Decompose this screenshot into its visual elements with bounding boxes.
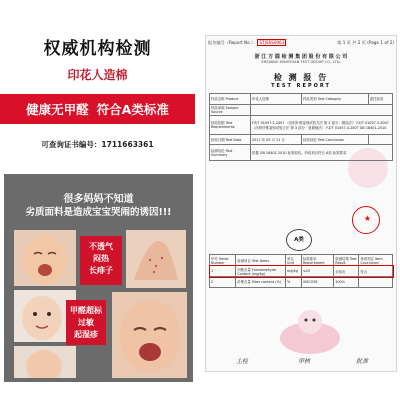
panel-heading-2: 劣质面料是造成宝宝哭闹的诱因!!!: [25, 207, 172, 218]
result-header: 检测结果 Test Result: [334, 255, 359, 266]
result-cell: ≤20: [301, 266, 333, 277]
result-cell: 纤维含量 Fiber content (%): [236, 277, 286, 288]
result-cell: 2: [210, 277, 236, 288]
company-name: 浙 江 方 圆 检 测 集 团 股 份 有 限 公 司: [254, 54, 348, 60]
cell-label: 检测结论 Test Summary: [210, 145, 251, 161]
cartoon-character: [270, 306, 350, 356]
symptom-2: 闷热: [93, 254, 109, 263]
banner-text-1: 健康无甲醛: [26, 102, 89, 117]
cell-value: 依据 GB 18401-2010 标准检验，所检项目符合 A类 标准要求: [251, 145, 393, 161]
signature-1: 主检: [236, 358, 249, 365]
banner-text-2: 符合A类标准: [96, 102, 169, 117]
cell-label: 样品名称 Product: [210, 94, 251, 105]
cell-label: 检验日期 Test Date: [210, 134, 251, 145]
signature-3: 批准: [356, 358, 369, 365]
result-header: 序号 Serial Number: [210, 255, 236, 266]
cell-label: 检验结论 Test Conclusion: [302, 134, 369, 145]
result-header: 检测项目 Test Items: [236, 255, 286, 266]
symptom-card-2: [66, 300, 106, 345]
cell-label: 样品类别 Test Category: [302, 94, 369, 105]
panel-heading-1: 很多妈妈不知道: [63, 194, 134, 205]
result-cell: mg/kg: [286, 266, 302, 277]
result-cell: 1: [210, 266, 236, 277]
signature-2: 审核: [298, 358, 311, 365]
red-banner: [0, 94, 195, 124]
cell-value: [368, 134, 392, 145]
page-title: 权威机构检测: [43, 39, 152, 59]
report-title-en: TEST REPORT: [271, 83, 331, 89]
cell-value: 印花人造棉: [251, 94, 302, 105]
product-name: 印花人造棉: [67, 68, 128, 82]
result-cell: [359, 277, 393, 288]
test-report-document: [205, 35, 397, 372]
left-column: [0, 0, 195, 400]
result-cell: 100%: [334, 277, 359, 288]
warning-panel: [4, 174, 193, 382]
result-header: 标准要求 Requirement: [301, 255, 333, 266]
result-cell: 甲醛含量 Formaldehyde Content (mg/kg): [236, 266, 286, 277]
result-table: [209, 254, 393, 288]
cell-value: [251, 104, 393, 115]
report-no-label: 报告编号（Report No.）：: [208, 40, 258, 45]
report-table: [209, 93, 393, 161]
report-no: STJS6S0063: [259, 40, 285, 45]
cell-value: 2017 年 05 月 11 日: [251, 134, 302, 145]
result-cell: 未检出: [334, 266, 359, 277]
result-cell: VISCOSE: [301, 277, 333, 288]
rash-hand-photo: [126, 230, 186, 288]
stamp-star-icon: ★: [363, 214, 371, 223]
company-name-en: ZHEJIANG FANGYUAN TEST GROUP CO., LTD.: [261, 60, 341, 64]
crying-baby-photo: [14, 230, 76, 286]
result-header: 单项判定 Item Conclusion: [359, 255, 393, 266]
baby-photo-small: [14, 346, 76, 378]
report-header-row: [208, 40, 394, 46]
cell-value: 委托检验: [368, 94, 392, 105]
report-title: 检 测 报 告: [273, 73, 329, 82]
crying-baby-large-photo: [112, 292, 187, 378]
cell-label: 样品来源 Sample Source: [210, 104, 251, 115]
result-header: 单位 Unit: [286, 255, 302, 266]
cell-label: 检验依据 Test Requirements: [210, 115, 251, 134]
page-indicator: 第 1 页 共 2 页 (Page 1 of 2): [337, 40, 394, 45]
symptom-4: 甲醛超标: [70, 306, 102, 315]
symptom-card-1: [80, 236, 122, 285]
result-cell: %: [286, 277, 302, 288]
certificate-number: 可查询证书编号：1711663361: [41, 140, 154, 149]
symptom-1: 不透气: [89, 242, 113, 251]
symptom-6: 起湿疹: [74, 330, 98, 339]
symptom-5: 过敏: [78, 318, 94, 327]
cell-value: FZ/T 01057.2-2007 《纺织纤维鉴别试验方法 第 2 部分：燃烧法》 FZ/T 01057.3-2007 《纺织纤维鉴别试验方法 第 3 部分：显微镜法》 FZ/T 01057.4-2007 GB 18401-2010: [251, 115, 393, 134]
a-class-mark: A类: [286, 229, 312, 251]
symptom-3: 长痱子: [89, 266, 113, 275]
result-cell: 符合: [359, 266, 393, 277]
